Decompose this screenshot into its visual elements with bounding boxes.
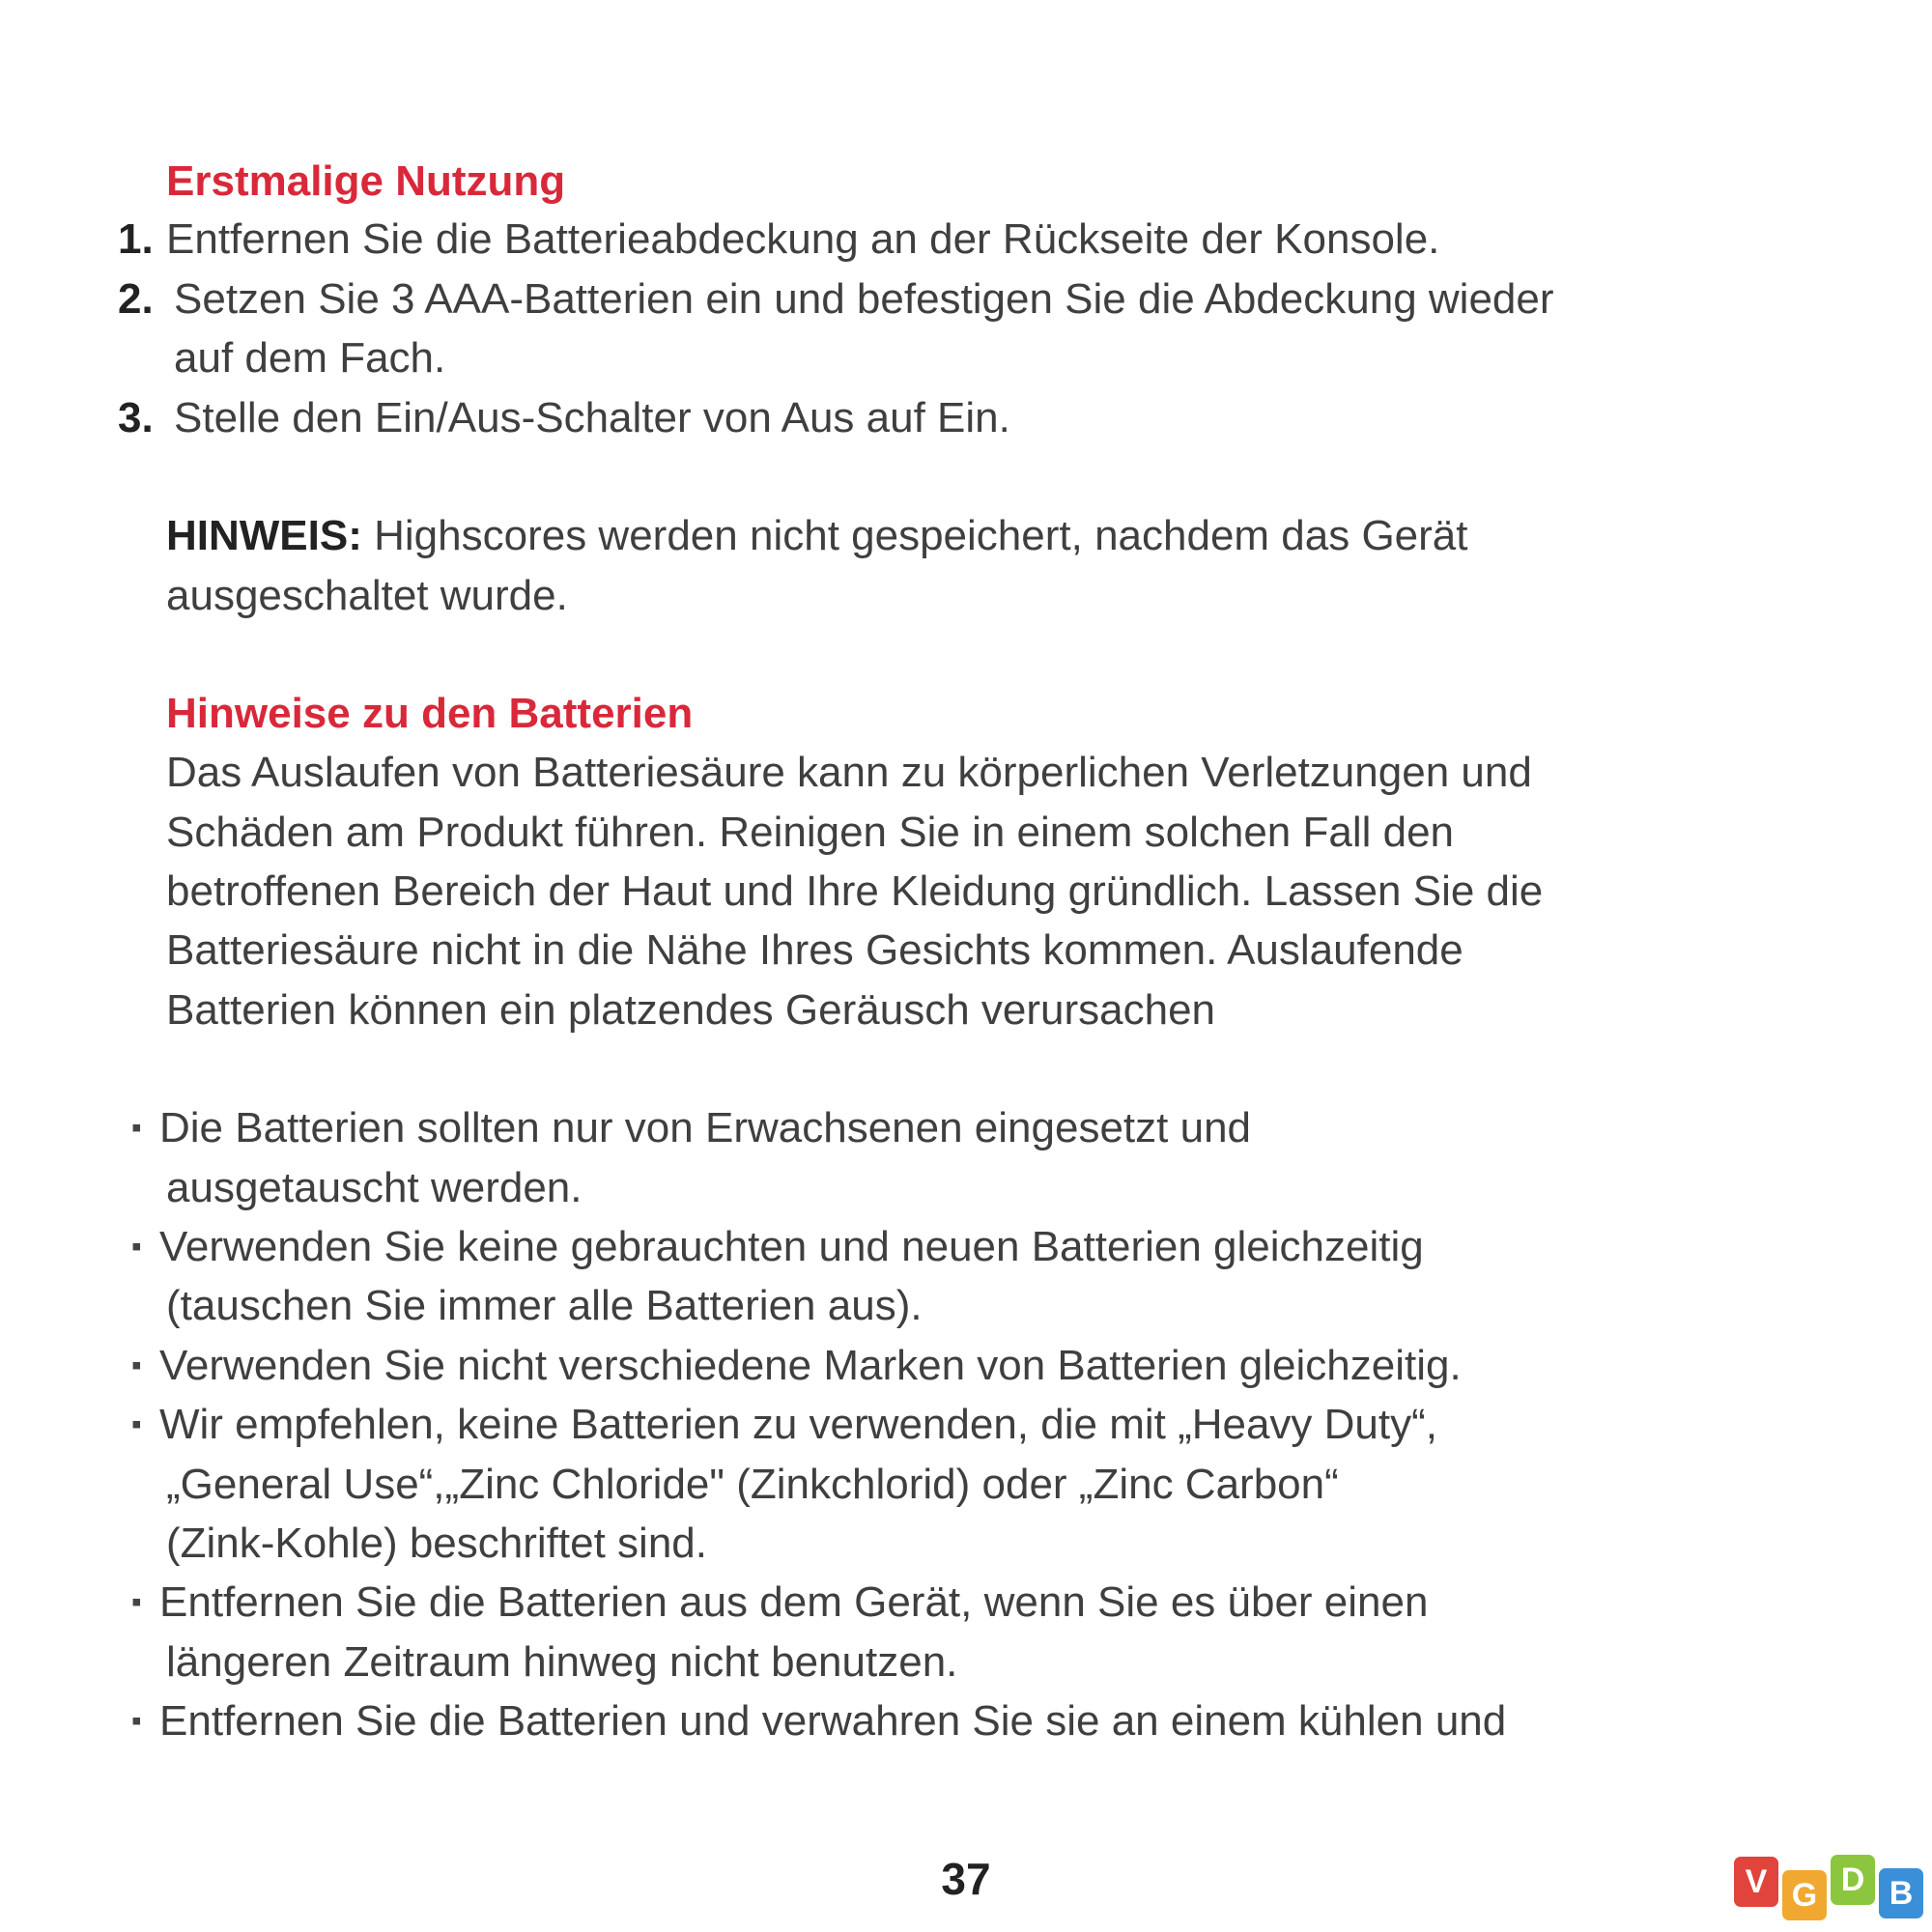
step-1 (118, 211, 1439, 269)
bullet-item-continued: ausgetauscht werden. (166, 1164, 582, 1211)
vgdb-logo (1734, 1855, 1927, 1922)
logo-tile-d: D (1831, 1855, 1875, 1905)
note-text: ausgeschaltet wurde. (166, 572, 568, 619)
note-line-2 (166, 567, 568, 625)
step-text: Setzen Sie 3 AAA-Batterien ein und befestigen Sie die Abdeckung wieder (174, 275, 1554, 323)
bullet-marker: ▪ (131, 1586, 142, 1618)
section-title-first-use: Erstmalige Nutzung (166, 157, 566, 205)
note-line-1 (166, 507, 1468, 565)
step-text: Stelle den Ein/Aus-Schalter von Aus auf Ein. (174, 394, 1010, 441)
bullet-item: Die Batterien sollten nur von Erwachsenen eingesetzt und (159, 1104, 1252, 1151)
logo-tile-b: B (1879, 1868, 1923, 1918)
paragraph-line: betroffenen Bereich der Haut und Ihre Kleidung gründlich. Lassen Sie die (166, 867, 1544, 915)
step-text: auf dem Fach. (174, 334, 446, 382)
note-label: HINWEIS: (166, 512, 362, 559)
logo-tile-g: G (1782, 1870, 1827, 1920)
bullet-item: Verwenden Sie nicht verschiedene Marken von Batterien gleichzeitig. (159, 1342, 1462, 1389)
step-3 (118, 389, 1010, 447)
step-text: Entfernen Sie die Batterieabdeckung an der Rückseite der Konsole. (166, 215, 1440, 263)
bullet-marker: ▪ (131, 1231, 142, 1263)
bullet-marker: ▪ (131, 1350, 142, 1381)
section-title-battery-notes: Hinweise zu den Batterien (166, 690, 694, 737)
bullet-item: Entfernen Sie die Batterien und verwahren Sie sie an einem kühlen und (159, 1697, 1507, 1745)
step-2 (118, 270, 1554, 328)
paragraph-line: Das Auslaufen von Batteriesäure kann zu körperlichen Verletzungen und (166, 749, 1532, 796)
step-number: 2. (118, 275, 154, 323)
bullet-marker: ▪ (131, 1408, 142, 1440)
bullet-item-continued: (Zink-Kohle) beschriftet sind. (166, 1520, 707, 1567)
bullet-marker: ▪ (131, 1705, 142, 1737)
logo-tile-v: V (1734, 1857, 1778, 1907)
paragraph-line: Batterien können ein platzendes Geräusch verursachen (166, 986, 1216, 1034)
step-number: 1. (118, 215, 154, 263)
paragraph-line: Schäden am Produkt führen. Reinigen Sie in einem solchen Fall den (166, 809, 1455, 856)
bullet-marker: ▪ (131, 1112, 142, 1144)
note-text: Highscores werden nicht gespeichert, nachdem das Gerät (374, 512, 1468, 559)
bullet-item-continued: (tauschen Sie immer alle Batterien aus). (166, 1282, 923, 1329)
step-2-continued (174, 329, 445, 387)
bullet-item: Wir empfehlen, keine Batterien zu verwenden, die mit „Heavy Duty“, (159, 1401, 1438, 1448)
step-number: 3. (118, 394, 154, 441)
paragraph-line: Batteriesäure nicht in die Nähe Ihres Gesichts kommen. Auslaufende (166, 926, 1463, 974)
bullet-item-continued: längeren Zeitraum hinweg nicht benutzen. (166, 1638, 958, 1686)
bullet-item: Entfernen Sie die Batterien aus dem Gerät, wenn Sie es über einen (159, 1578, 1429, 1626)
page-number: 37 (941, 1854, 991, 1904)
bullet-item-continued: „General Use“,„Zinc Chloride" (Zinkchlorid) oder „Zinc Carbon“ (166, 1461, 1339, 1508)
bullet-item: Verwenden Sie keine gebrauchten und neuen Batterien gleichzeitig (159, 1223, 1424, 1270)
